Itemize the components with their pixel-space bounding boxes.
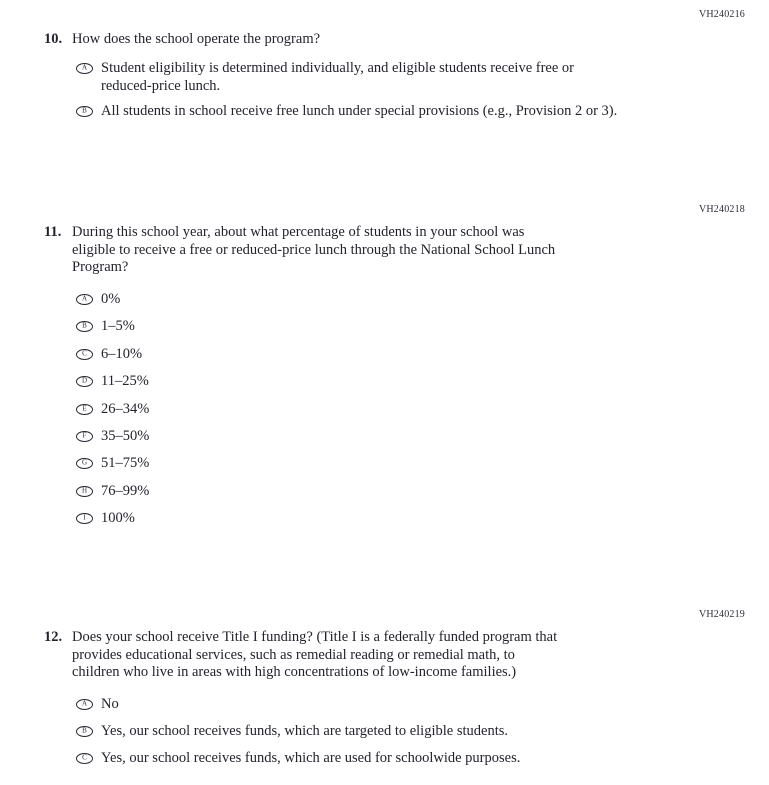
- question-11: [44, 224, 555, 277]
- question-text-line: provides educational services, such as remedial reading or remedial math, to: [72, 646, 515, 663]
- answer-bubble-a[interactable]: [76, 294, 93, 305]
- question-10: [44, 31, 320, 49]
- option-label: 1–5%: [101, 318, 135, 335]
- question-text-line: Program?: [72, 259, 129, 275]
- answer-option-q11-e: [76, 401, 149, 428]
- option-label-line: reduced-price lunch.: [101, 77, 221, 94]
- answer-bubble-i[interactable]: [76, 513, 93, 524]
- question-text: [72, 31, 320, 49]
- answer-option-q12-b: [76, 723, 520, 750]
- answer-bubble-b[interactable]: [76, 321, 93, 332]
- bubble-letter: C: [82, 753, 87, 762]
- answer-bubble-g[interactable]: [76, 458, 93, 469]
- option-label-line: Student eligibility is determined individually, and eligible students receive free or: [101, 60, 575, 76]
- question-number: 12.: [44, 629, 63, 645]
- question-number: 10.: [44, 31, 63, 47]
- option-label: 35–50%: [101, 427, 150, 444]
- answer-option-q11-d: [76, 373, 149, 400]
- question-12: [44, 629, 557, 682]
- option-label: [101, 103, 617, 121]
- item-code-q10: VH240216: [698, 9, 745, 20]
- option-label-line: All students in school receive free lunch under special provisions (e.g., Provision 2 or 3).: [101, 103, 618, 119]
- answer-option-q11-c: [76, 346, 149, 373]
- answer-option-q12-a: [76, 696, 520, 723]
- answer-bubble-b[interactable]: [76, 106, 93, 117]
- answer-bubble-h[interactable]: [76, 486, 93, 497]
- bubble-letter: G: [81, 458, 88, 467]
- answer-option-q11-h: [76, 483, 149, 510]
- bubble-letter: A: [81, 294, 88, 303]
- answer-option-q11-g: [76, 455, 149, 482]
- option-label: [101, 60, 574, 95]
- answer-option-q10-a: [76, 60, 574, 95]
- option-label: Yes, our school receives funds, which are targeted to eligible students.: [101, 723, 508, 739]
- bubble-letter: D: [81, 376, 88, 385]
- item-code-q11: VH240218: [698, 204, 745, 215]
- bubble-letter: A: [81, 699, 88, 708]
- answer-options-q11: [76, 291, 149, 538]
- item-code-q12: VH240219: [698, 609, 745, 620]
- bubble-letter: E: [82, 404, 87, 413]
- answer-option-q11-f: [76, 428, 149, 455]
- answer-option-q11-b: [76, 318, 149, 345]
- option-label: Yes, our school receives funds, which are used for schoolwide purposes.: [101, 750, 521, 766]
- option-label: 100%: [101, 510, 135, 527]
- question-text-line: children who live in areas with high concentrations of low-income families.): [72, 664, 517, 680]
- question-text: [72, 629, 557, 682]
- answer-bubble-b[interactable]: [76, 726, 93, 737]
- question-text-line: Does your school receive Title I funding? (Title I is a federally funded program that: [72, 629, 558, 645]
- option-label: 0%: [101, 291, 121, 307]
- bubble-letter: H: [81, 486, 88, 495]
- option-label: 51–75%: [101, 455, 150, 472]
- question-text-line: During this school year, about what percentage of students in your school was: [72, 224, 525, 240]
- option-label: No: [101, 696, 119, 712]
- option-label: 76–99%: [101, 482, 150, 499]
- answer-bubble-f[interactable]: [76, 431, 93, 442]
- answer-bubble-c[interactable]: [76, 753, 93, 764]
- bubble-letter: C: [82, 349, 87, 358]
- answer-bubble-d[interactable]: [76, 376, 93, 387]
- answer-bubble-c[interactable]: [76, 349, 93, 360]
- answer-option-q11-a: [76, 291, 149, 318]
- question-text-line: eligible to receive a free or reduced-price lunch through the National School Lunch: [72, 241, 556, 258]
- bubble-letter: B: [82, 106, 87, 115]
- answer-options-q12: [76, 696, 520, 777]
- option-label: 26–34%: [101, 400, 150, 417]
- bubble-letter: I: [83, 513, 86, 522]
- answer-option-q12-c: [76, 750, 520, 777]
- question-text: [72, 224, 555, 277]
- bubble-letter: B: [82, 726, 87, 735]
- answer-bubble-a[interactable]: [76, 63, 93, 74]
- answer-bubble-a[interactable]: [76, 699, 93, 710]
- option-label: 11–25%: [101, 373, 149, 390]
- question-text-line: How does the school operate the program?: [72, 31, 321, 47]
- bubble-letter: F: [82, 431, 87, 440]
- answer-option-q11-i: [76, 510, 149, 537]
- answer-option-q10-b: [76, 103, 617, 121]
- question-number: 11.: [44, 224, 62, 240]
- answer-bubble-e[interactable]: [76, 404, 93, 415]
- bubble-letter: B: [82, 321, 87, 330]
- bubble-letter: A: [81, 63, 88, 72]
- option-label: 6–10%: [101, 345, 143, 362]
